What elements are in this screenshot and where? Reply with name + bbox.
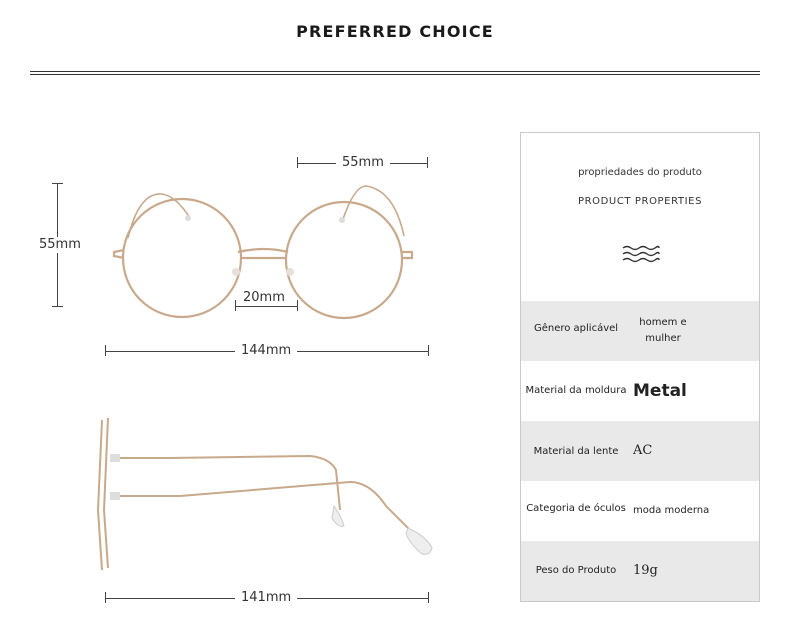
property-row-frame-material — [521, 361, 759, 421]
title-divider-top — [30, 71, 760, 72]
lens-height-label: 55mm — [33, 237, 87, 253]
panel-heading-pt: propriedades do produto — [578, 167, 702, 178]
property-label: Material da moldura — [525, 385, 627, 396]
temple-length-label: 141mm — [235, 590, 297, 606]
temple-length-tick-right — [428, 592, 429, 603]
lens-width-tick-right — [427, 157, 428, 168]
bridge-tick-right — [297, 300, 298, 311]
bridge-label: 20mm — [237, 290, 291, 306]
property-value: AC — [633, 443, 653, 458]
glasses-side-view — [90, 410, 450, 580]
property-label: Material da lente — [533, 446, 619, 457]
lens-height-tick-bottom — [52, 306, 63, 307]
property-row-lens-material — [521, 421, 759, 481]
property-value — [633, 315, 693, 347]
wave-icon — [621, 245, 661, 263]
frame-width-tick-right — [428, 345, 429, 356]
lens-width-label: 55mm — [336, 155, 390, 171]
property-label: Categoria de óculos — [526, 503, 626, 514]
property-label: Peso do Produto — [535, 565, 617, 576]
property-value-line2: mulher — [645, 333, 681, 344]
frame-width-label: 144mm — [235, 343, 297, 359]
title-divider-bottom — [30, 74, 760, 75]
glasses-front-view — [104, 180, 434, 330]
property-value-line1: homem e — [639, 317, 687, 328]
property-label: Gênero aplicável — [533, 323, 619, 334]
property-value: Metal — [633, 381, 687, 401]
page-title: PREFERRED CHOICE — [296, 22, 494, 41]
product-properties-panel — [520, 132, 760, 602]
property-value: moda moderna — [633, 505, 710, 516]
property-row-category — [521, 481, 759, 541]
property-row-gender — [521, 301, 759, 361]
panel-heading-en: PRODUCT PROPERTIES — [577, 196, 703, 207]
bridge-line — [235, 306, 297, 307]
panel-header — [521, 133, 759, 301]
property-value: 19g — [633, 563, 658, 578]
property-row-weight — [521, 541, 759, 601]
